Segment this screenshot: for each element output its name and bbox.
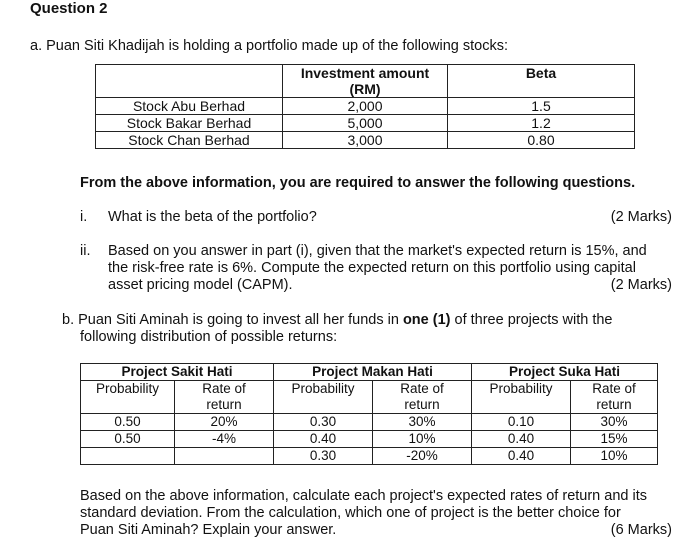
cell-rate: 20% [175, 414, 274, 431]
cell-prob: 0.30 [274, 448, 373, 465]
cell-prob: 0.30 [274, 414, 373, 431]
projects-row [81, 414, 658, 431]
stock-amount: 3,000 [283, 132, 448, 149]
final-line2: standard deviation. From the calculation, which one of project is the better choice for [80, 505, 621, 521]
projects-row [81, 448, 658, 465]
q1-text: What is the beta of the portfolio? [108, 209, 317, 225]
part-b-line1-post: of three projects with the [454, 312, 613, 328]
stock-name: Stock Abu Berhad [96, 98, 283, 115]
q2-number: ii. [80, 243, 91, 259]
cell-rate [175, 448, 274, 465]
part-a-intro: a. Puan Siti Khadijah is holding a portfolio made up of the following stocks: [30, 38, 508, 54]
stock-amount: 2,000 [283, 98, 448, 115]
cell-prob: 0.40 [472, 431, 571, 448]
rate-header-line1: Rate of [400, 381, 444, 396]
stock-amount: 5,000 [283, 115, 448, 132]
beta-header: Beta [448, 65, 635, 98]
instruction: From the above information, you are required to answer the following questions. [80, 175, 636, 191]
cell-prob: 0.50 [81, 431, 175, 448]
stock-header-blank [96, 65, 283, 98]
final-marks: (6 Marks) [610, 522, 672, 538]
cell-rate: -4% [175, 431, 274, 448]
project-header: Project Suka Hati [472, 364, 658, 381]
stock-table [95, 64, 635, 149]
cell-prob: 0.40 [472, 448, 571, 465]
rate-header [175, 381, 274, 414]
amount-header-line2: (RM) [349, 81, 381, 97]
rate-header-line2: return [206, 397, 242, 412]
final-line3: Puan Siti Aminah? Explain your answer. [80, 522, 337, 538]
part-b-line1-pre: b. Puan Siti Aminah is going to invest all her funds in [62, 312, 399, 328]
rate-header-line1: Rate of [592, 381, 636, 396]
part-b-line1 [62, 312, 613, 329]
amount-header [283, 65, 448, 98]
cell-prob [81, 448, 175, 465]
stock-row [96, 132, 635, 149]
projects-row [81, 431, 658, 448]
final-line1: Based on the above information, calculate each project's expected rates of return and its [80, 488, 647, 504]
cell-rate: 30% [571, 414, 658, 431]
cell-prob: 0.40 [274, 431, 373, 448]
probability-header: Probability [472, 381, 571, 414]
cell-prob: 0.50 [81, 414, 175, 431]
probability-header: Probability [81, 381, 175, 414]
question-title: Question 2 [30, 0, 108, 17]
project-header: Project Makan Hati [274, 364, 472, 381]
q1-marks: (2 Marks) [610, 209, 672, 225]
stock-name: Stock Bakar Berhad [96, 115, 283, 132]
cell-rate: 30% [373, 414, 472, 431]
rate-header [373, 381, 472, 414]
q2-line1: Based on you answer in part (i), given that the market's expected return is 15%, and [108, 243, 647, 259]
q1-number: i. [80, 209, 88, 225]
amount-header-line1: Investment amount [300, 65, 430, 81]
stock-beta: 1.5 [448, 98, 635, 115]
part-b-line2: following distribution of possible returns: [80, 329, 338, 345]
q2-line3: asset pricing model (CAPM). [108, 277, 293, 293]
cell-rate: 15% [571, 431, 658, 448]
q2-marks: (2 Marks) [610, 277, 672, 293]
stock-beta: 0.80 [448, 132, 635, 149]
cell-rate: -20% [373, 448, 472, 465]
rate-header [571, 381, 658, 414]
rate-header-line1: Rate of [202, 381, 246, 396]
cell-rate: 10% [373, 431, 472, 448]
rate-header-line2: return [404, 397, 440, 412]
q2-line2: the risk-free rate is 6%. Compute the expected return on this portfolio using capital [108, 260, 636, 276]
cell-rate: 10% [571, 448, 658, 465]
cell-prob: 0.10 [472, 414, 571, 431]
projects-table [80, 363, 658, 465]
probability-header: Probability [274, 381, 373, 414]
stock-name: Stock Chan Berhad [96, 132, 283, 149]
stock-row [96, 98, 635, 115]
part-b-line1-bold: one (1) [402, 312, 451, 328]
rate-header-line2: return [596, 397, 632, 412]
stock-beta: 1.2 [448, 115, 635, 132]
stock-row [96, 115, 635, 132]
project-header: Project Sakit Hati [81, 364, 274, 381]
